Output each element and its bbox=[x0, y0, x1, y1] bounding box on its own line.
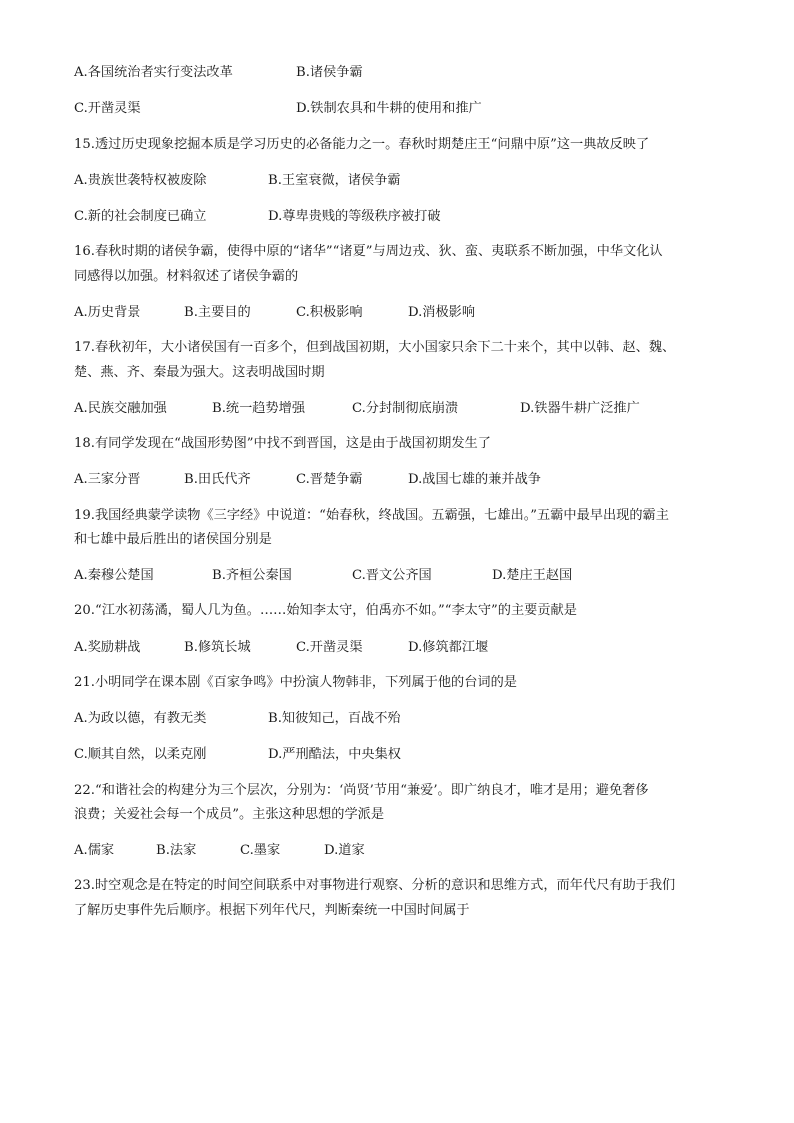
q17-stem-line-2: 楚、燕、齐、秦最为强大。这表明战国时期 bbox=[74, 365, 325, 380]
q22-option-b: B.法家 bbox=[156, 843, 197, 858]
q17-option-a: A.民族交融加强 bbox=[74, 401, 167, 416]
q18-option-d: D.战国七雄的兼并战争 bbox=[408, 472, 541, 487]
q17-option-b: B.统一趋势增强 bbox=[212, 401, 306, 416]
q15-option-b: B.王室衰微，诸侯争霸 bbox=[268, 173, 401, 188]
q23-stem-line-1: 23.时空观念是在特定的时间空间联系中对事物进行观察、分析的意识和思维方式，而年代尺有助于我们 bbox=[74, 878, 676, 893]
q16-stem-line-1: 16.春秋时期的诸侯争霸，使得中原的“诸华”“诸夏”与周边戎、狄、蛮、夷联系不断加强，中华文化认 bbox=[74, 244, 663, 259]
q16-stem-line-2: 同感得以加强。材料叙述了诸侯争霸的 bbox=[74, 269, 299, 284]
q23-stem-line-2: 了解历史事件先后顺序。根据下列年代尺，判断秦统一中国时间属于 bbox=[74, 903, 470, 918]
q17-option-c: C.分封制彻底崩溃 bbox=[352, 401, 459, 416]
q21-option-b: B.知彼知己，百战不殆 bbox=[268, 711, 401, 726]
q22-option-a: A.儒家 bbox=[74, 843, 115, 858]
q16-option-b: B.主要目的 bbox=[184, 305, 251, 320]
q17-stem-line-1: 17.春秋初年，大小诸侯国有一百多个，但到战国初期，大小国家只余下二十来个，其中以韩、赵、魏、 bbox=[74, 340, 676, 355]
q16-option-a: A.历史背景 bbox=[74, 305, 141, 320]
q15-option-d: D.尊卑贵贱的等级秩序被打破 bbox=[268, 209, 441, 224]
q14-option-b: B.诸侯争霸 bbox=[296, 65, 363, 80]
q15-option-a: A.贵族世袭特权被废除 bbox=[74, 173, 207, 188]
q22-option-c: C.墨家 bbox=[240, 843, 281, 858]
q14-option-c: C.开凿灵渠 bbox=[74, 101, 141, 116]
q22-stem-line-1: 22.“和谐社会的构建分为三个层次，分别为：‘尚贤’节用“兼爱’。即广纳良才，唯才是用；避免奢侈 bbox=[74, 783, 649, 798]
q14-option-a: A.各国统治者实行变法改革 bbox=[74, 65, 233, 80]
q19-option-c: C.晋文公齐国 bbox=[352, 568, 432, 583]
q17-option-d: D.铁器牛耕广泛推广 bbox=[520, 401, 640, 416]
q19-option-a: A.秦穆公楚国 bbox=[74, 568, 154, 583]
q16-option-d: D.消极影响 bbox=[408, 305, 476, 320]
q18-option-a: A.三家分晋 bbox=[74, 472, 141, 487]
q20-stem: 20.“江水初荡潏，蜀人几为鱼。……始知李太守，伯禹亦不如。”“李太守”的主要贡献是 bbox=[74, 603, 577, 618]
q16-option-c: C.积极影响 bbox=[296, 305, 363, 320]
q14-option-d: D.铁制农具和牛耕的使用和推广 bbox=[296, 101, 482, 116]
q19-option-d: D.楚庄王赵国 bbox=[492, 568, 573, 583]
q21-stem: 21.小明同学在课本剧《百家争鸣》中扮演人物韩非，下列属于他的台词的是 bbox=[74, 675, 517, 690]
q20-option-b: B.修筑长城 bbox=[184, 640, 251, 655]
q19-option-b: B.齐桓公秦国 bbox=[212, 568, 292, 583]
q15-stem: 15.透过历史现象挖掘本质是学习历史的必备能力之一。春秋时期楚庄王“问鼎中原”这一典故反映了 bbox=[74, 137, 650, 152]
q18-stem: 18.有同学发现在“战国形势图”中找不到晋国，这是由于战国初期发生了 bbox=[74, 436, 491, 451]
q18-option-b: B.田氏代齐 bbox=[184, 472, 251, 487]
q18-option-c: C.晋楚争霸 bbox=[296, 472, 363, 487]
q22-option-d: D.道家 bbox=[324, 843, 365, 858]
q19-stem-line-1: 19.我国经典蒙学读物《三字经》中说道：“始春秋，终战国。五霸强，七雄出。”五霸中最早出现的霸主 bbox=[74, 508, 669, 523]
q20-option-c: C.开凿灵渠 bbox=[296, 640, 363, 655]
q19-stem-line-2: 和七雄中最后胜出的诸侯国分别是 bbox=[74, 532, 272, 547]
q21-option-a: A.为政以德，有教无类 bbox=[74, 711, 207, 726]
q21-option-c: C.顺其自然，以柔克刚 bbox=[74, 747, 207, 762]
q15-option-c: C.新的社会制度已确立 bbox=[74, 209, 207, 224]
q20-option-a: A.奖励耕战 bbox=[74, 640, 141, 655]
q21-option-d: D.严刑酷法，中央集权 bbox=[268, 747, 401, 762]
q22-stem-line-2: 浪费；关爱社会每一个成员”。主张这种思想的学派是 bbox=[74, 807, 385, 822]
q20-option-d: D.修筑都江堰 bbox=[408, 640, 489, 655]
